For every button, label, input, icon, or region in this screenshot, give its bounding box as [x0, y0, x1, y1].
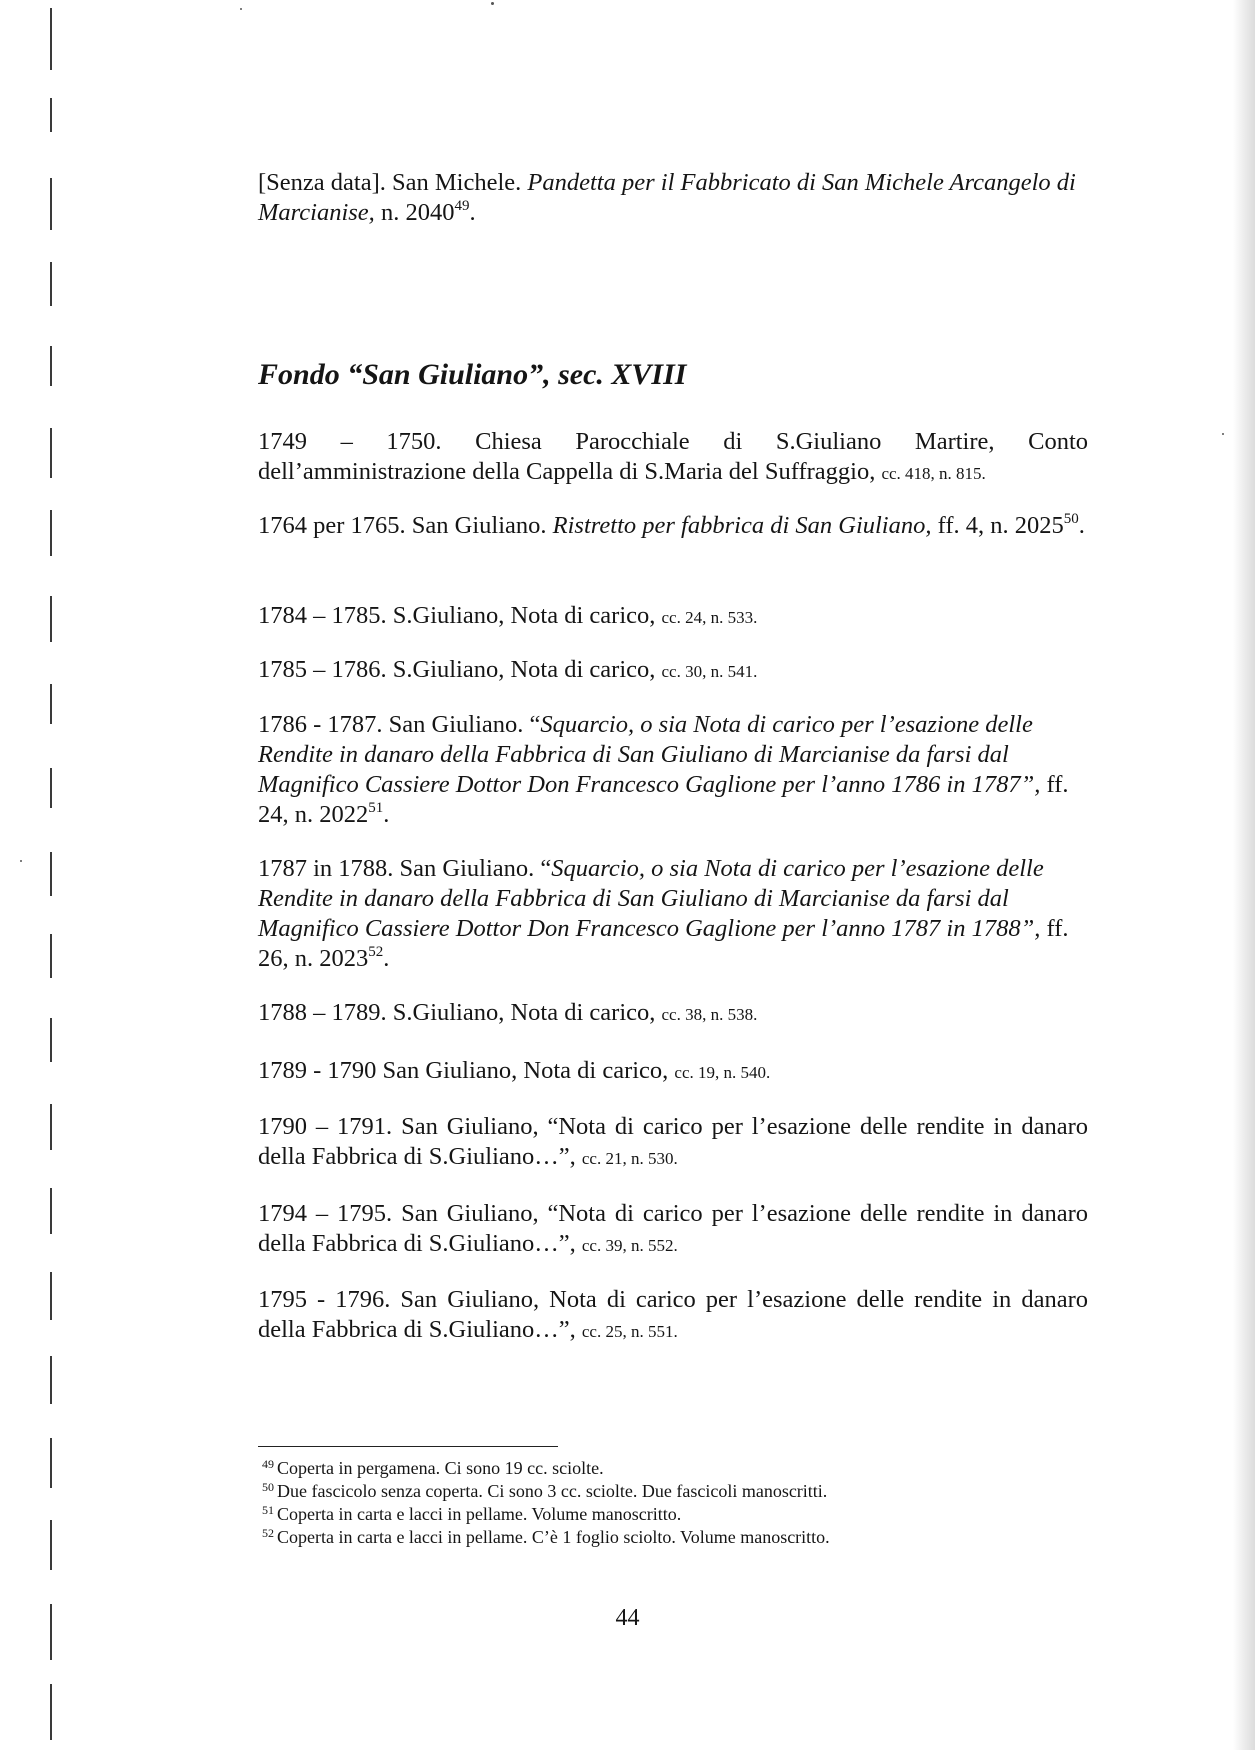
binding-mark — [50, 1438, 52, 1488]
entry-line: della Fabbrica di S.Giuliano…”, cc. 39, n. 552. — [258, 1230, 678, 1257]
entry-text: 1785 – 1786. S.Giuliano, Nota di carico, cc. 30, n. 541. — [258, 656, 758, 683]
scan-page-edge-shadow — [1233, 0, 1255, 1750]
binding-mark — [50, 262, 52, 306]
entry-text: 1784 – 1785. S.Giuliano, Nota di carico, cc. 24, n. 533. — [258, 602, 758, 629]
entry-ref: cc. 30, n. 541. — [661, 662, 758, 681]
entry-ref: cc. 24, n. 533. — [661, 608, 758, 627]
footnote-number: 50 — [262, 1480, 274, 1494]
archive-entry-senza-data — [258, 168, 1088, 228]
footnote-ref[interactable]: 50 — [1063, 511, 1079, 527]
archive-entry-1785 — [258, 655, 1088, 687]
archive-entry-1786 — [258, 710, 1088, 830]
binding-mark — [50, 1018, 52, 1062]
entry-line: della Fabbrica di S.Giuliano…”, cc. 21, n. 530. — [258, 1143, 678, 1170]
entry-ref: cc. 19, n. 540. — [674, 1063, 771, 1082]
entry-title: Squarcio, o sia Nota di carico per l’esazione delle Rendite in danaro della Fabbrica di San Giuliano di Marcianise da farsi dal Magnifico Cassiere Dottor Don Francesco Gaglione per l’anno 1787 in 1788”, — [258, 855, 1044, 942]
archive-entry-1790 — [258, 1112, 1088, 1174]
entry-title: Squarcio, o sia Nota di carico per l’esazione delle Rendite in danaro della Fabbrica di San Giuliano di Marcianise da farsi dal Magnifico Cassiere Dottor Don Francesco Gaglione per l’anno 1786 in 1787”, — [258, 711, 1041, 798]
binding-mark — [50, 684, 52, 724]
entry-text: 1789 - 1790 San Giuliano, Nota di carico, cc. 19, n. 540. — [258, 1057, 771, 1084]
binding-mark — [50, 1188, 52, 1234]
scan-speck — [240, 8, 242, 10]
binding-mark — [50, 8, 52, 70]
entry-line: 1749 – 1750. Chiesa Parocchiale di S.Giuliano Martire, Conto — [258, 428, 1088, 455]
footnote: $^{52}$ Coperta in carta e lacci in pellame. C’è 1 foglio sciolto. Volume manoscritto. — [262, 1526, 830, 1547]
entry-text: 1787 in 1788. San Giuliano. “Squarcio, o sia Nota di carico per l’esazione delle Rendite in danaro della Fabbrica di San Giuliano di Marcianise da farsi dal Magnifico Cassiere Dottor Don Francesco Gaglione per l’anno 1787 in 1788”, ff. 26, n. 2023$^{52}$. — [258, 855, 1069, 972]
entry-line: 1795 - 1796. San Giuliano, Nota di carico per l’esazione delle rendite in danaro — [258, 1286, 1088, 1313]
entry-line: della Fabbrica di S.Giuliano…”, cc. 25, n. 551. — [258, 1316, 678, 1343]
archive-entry-1764 — [258, 511, 1088, 541]
binding-mark — [50, 1104, 52, 1150]
footnote-number: 49 — [262, 1457, 274, 1471]
entry-line: 1794 – 1795. San Giuliano, “Nota di carico per l’esazione delle rendite in danaro — [258, 1200, 1088, 1227]
binding-mark — [50, 510, 52, 556]
footnotes — [262, 1457, 1062, 1549]
entry-ref: cc. 38, n. 538. — [661, 1005, 758, 1024]
archive-entry-1749 — [258, 427, 1088, 489]
entry-ref: cc. 21, n. 530. — [581, 1149, 678, 1168]
archive-entry-1784 — [258, 601, 1088, 633]
entry-line: dell’amministrazione della Cappella di S.Maria del Suffraggio, cc. 418, n. 815. — [258, 458, 986, 485]
binding-mark — [50, 98, 52, 132]
binding-mark — [50, 1356, 52, 1404]
entry-ref: cc. 418, n. 815. — [881, 464, 986, 483]
footnote: $^{49}$ Coperta in pergamena. Ci sono 19 cc. sciolte. — [262, 1457, 604, 1478]
entry-ref: cc. 25, n. 551. — [581, 1322, 678, 1341]
archive-entry-1789 — [258, 1056, 1088, 1088]
entry-line: 1790 – 1791. San Giuliano, “Nota di carico per l’esazione delle rendite in danaro — [258, 1113, 1088, 1140]
binding-mark — [50, 768, 52, 808]
entry-text: 1788 – 1789. S.Giuliano, Nota di carico, cc. 38, n. 538. — [258, 999, 758, 1026]
footnote-ref[interactable]: 52 — [368, 944, 384, 960]
section-heading: Fondo “San Giuliano”, sec. XVIII — [258, 358, 687, 391]
page-number: 44 — [615, 1605, 640, 1631]
binding-mark — [50, 1272, 52, 1320]
entry-text: 1764 per 1765. San Giuliano. Ristretto per fabbrica di San Giuliano, ff. 4, n. 2025$^{50}$. — [258, 511, 1085, 539]
footnote: $^{51}$ Coperta in carta e lacci in pellame. Volume manoscritto. — [262, 1503, 682, 1524]
footnote-separator — [258, 1446, 558, 1447]
binding-mark — [50, 852, 52, 896]
entry-title: Pandetta per il Fabbricato di San Michele Arcangelo di Marcianise, — [258, 169, 1076, 226]
footnote-ref[interactable]: 49 — [454, 198, 470, 214]
scan-speck — [491, 2, 494, 5]
archive-entry-1794 — [258, 1199, 1088, 1261]
binding-mark — [50, 596, 52, 642]
archive-entry-1795 — [258, 1285, 1088, 1347]
binding-mark — [50, 346, 52, 386]
scan-speck — [20, 860, 22, 862]
footnote: $^{50}$ Due fascicolo senza coperta. Ci sono 3 cc. sciolte. Due fascicoli manoscritti. — [262, 1480, 828, 1501]
entry-text: 1786 - 1787. San Giuliano. “Squarcio, o sia Nota di carico per l’esazione delle Rendite in danaro della Fabbrica di San Giuliano di Marcianise da farsi dal Magnifico Cassiere Dottor Don Francesco Gaglione per l’anno 1786 in 1787”, ff. 24, n. 2022$^{51}$. — [258, 711, 1069, 828]
binding-mark — [50, 934, 52, 978]
archive-entry-1787 — [258, 854, 1088, 974]
entry-ref: cc. 39, n. 552. — [581, 1236, 678, 1255]
binding-mark — [50, 1684, 52, 1740]
footnote-number: 51 — [262, 1503, 274, 1517]
archive-entry-1788 — [258, 998, 1088, 1030]
entry-text: [Senza data]. San Michele. Pandetta per il Fabbricato di San Michele Arcangelo di Marcianise, n. 2040$^{49}$. — [258, 169, 1076, 226]
scan-speck — [1222, 433, 1224, 435]
binding-mark — [50, 178, 52, 230]
binding-mark — [50, 1520, 52, 1570]
entry-title: Ristretto per fabbrica di San Giuliano, — [552, 512, 932, 539]
footnote-number: 52 — [262, 1526, 274, 1540]
footnote-ref[interactable]: 51 — [368, 800, 384, 816]
binding-mark — [50, 428, 52, 478]
